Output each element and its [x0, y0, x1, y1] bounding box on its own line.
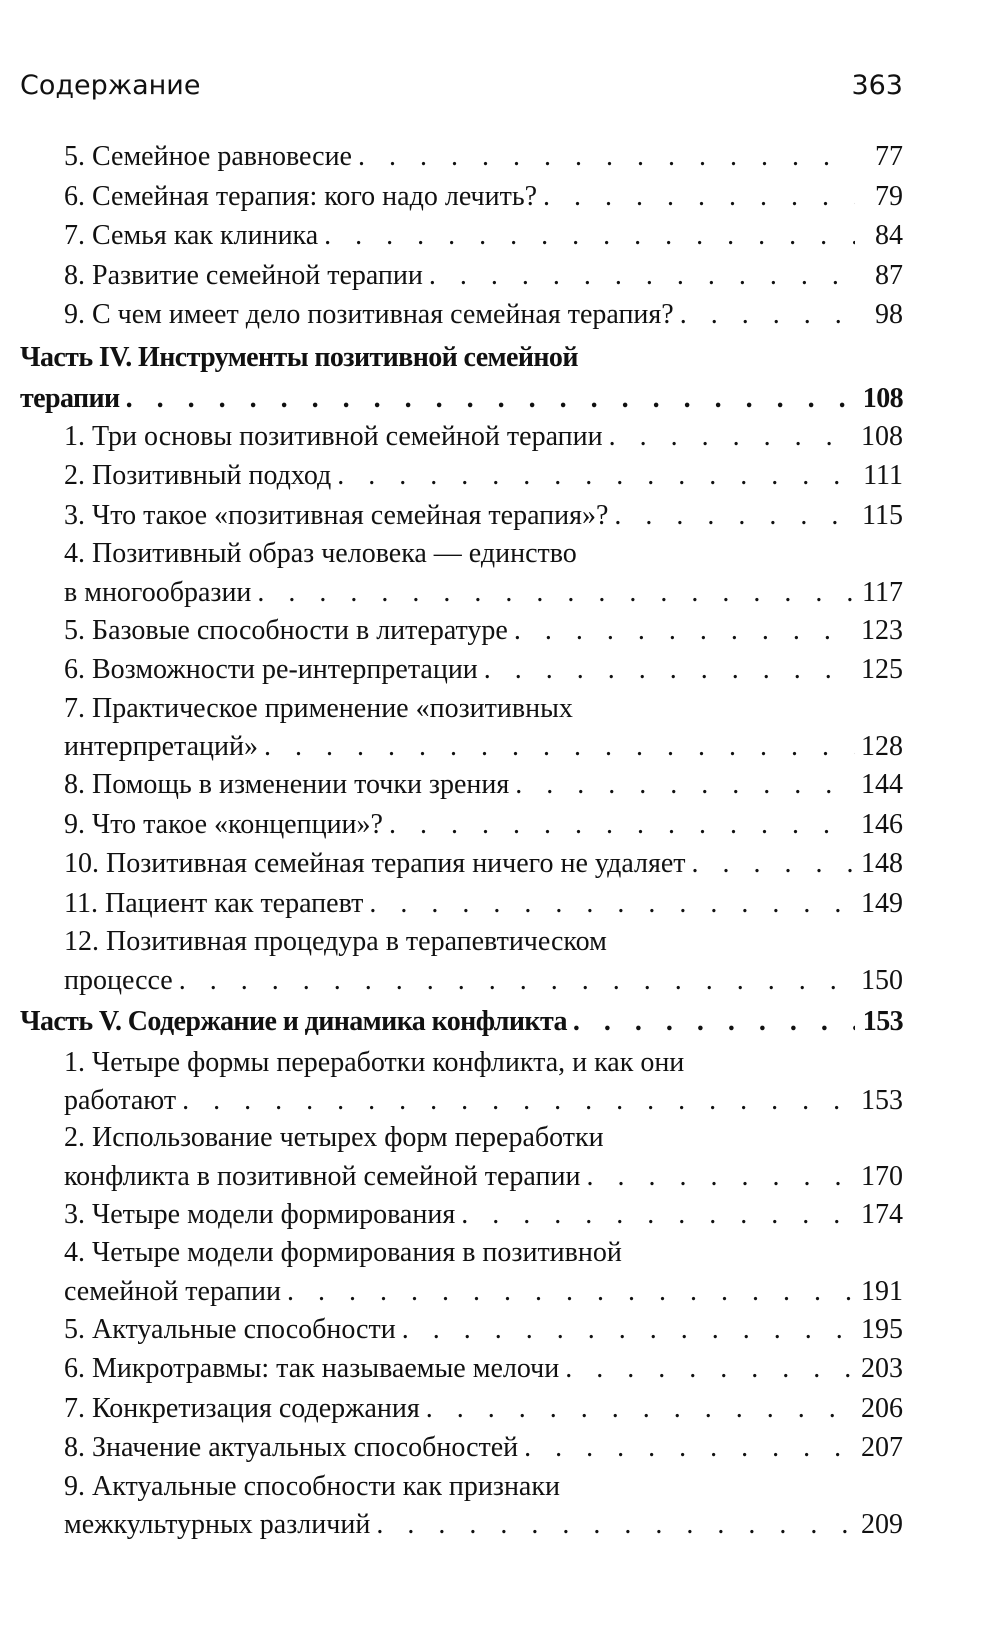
entry-title: Часть V. Содержание и динамика конфликта — [20, 1005, 567, 1037]
entry-title: Помощь в изменении точки зрения — [92, 769, 510, 800]
entry-number: 6. — [64, 1353, 85, 1384]
entry-number: 8. — [64, 259, 85, 291]
toc-entry — [20, 1310, 903, 1350]
entry-line-2 — [64, 728, 903, 765]
entry-title: Актуальные способности — [92, 1313, 396, 1345]
page-number: 363 — [851, 70, 903, 101]
toc-entry — [20, 650, 903, 690]
entry-line — [64, 1195, 903, 1235]
dot-leader — [586, 1158, 855, 1195]
entry-title-part-2: семейной терапии — [64, 1275, 281, 1307]
entry-title: Позитивная семейная терапия ничего не удаляет — [106, 848, 686, 879]
dot-leader — [182, 1082, 855, 1119]
entry-number: 9. — [64, 808, 85, 840]
dot-leader — [692, 844, 855, 884]
entry-line — [64, 844, 903, 884]
entry-title: Что такое «концепции»? — [92, 808, 383, 840]
entry-page-number: 174 — [861, 1198, 903, 1230]
entry-title: Развитие семейной терапии — [92, 259, 423, 291]
toc-entry — [20, 1234, 903, 1310]
entry-number: 9. — [64, 299, 85, 330]
entry-line — [64, 884, 903, 924]
dot-leader — [515, 765, 855, 805]
toc-entry — [20, 417, 903, 457]
toc-entry — [20, 884, 903, 924]
entry-page-number: 77 — [875, 141, 903, 172]
entry-number: 7. — [64, 220, 85, 251]
entry-title: Что такое «позитивная семейная терапия»? — [92, 499, 609, 531]
entry-number: 6. — [64, 654, 85, 685]
entry-page-number: 191 — [861, 1275, 903, 1307]
dot-leader — [565, 1349, 855, 1389]
entry-page-number: 128 — [861, 731, 903, 762]
entry-number: 5. — [64, 614, 85, 646]
toc-entry — [20, 611, 903, 651]
entry-page-number: 148 — [861, 848, 903, 879]
entry-title: Три основы позитивной семейной терапии — [92, 420, 603, 452]
entry-line-1 — [64, 1119, 903, 1157]
entry-title: Семья как клиника — [92, 220, 319, 251]
toc-entry — [20, 256, 903, 296]
entry-title-part-1: Позитивный образ человека — единство — [92, 538, 577, 569]
toc-entry — [20, 456, 903, 496]
entry-line-2 — [64, 962, 903, 999]
entry-line-1 — [64, 1234, 903, 1272]
entry-number: 1. — [64, 420, 85, 452]
entry-title: Конкретизация содержания — [92, 1392, 420, 1424]
toc-entry — [20, 844, 903, 884]
entry-line-1 — [64, 1468, 903, 1506]
entry-line — [64, 765, 903, 805]
entry-line — [64, 456, 903, 496]
toc-entry — [20, 535, 903, 611]
dot-leader — [573, 999, 855, 1044]
entry-line-1 — [64, 923, 903, 961]
entry-page-number: 207 — [861, 1432, 903, 1463]
toc-entry — [20, 496, 903, 536]
dot-leader — [257, 574, 855, 611]
entry-title-part-1: Позитивная процедура в терапевтическом — [106, 926, 607, 957]
entry-line — [64, 1310, 903, 1350]
entry-line — [64, 417, 903, 457]
entry-title: Позитивный подход — [92, 460, 332, 491]
dot-leader — [358, 137, 855, 177]
entry-line-2 — [64, 1273, 903, 1310]
entry-page-number: 108 — [861, 420, 903, 452]
entry-number: 9. — [64, 1470, 85, 1502]
toc-entry — [20, 295, 903, 335]
entry-number: 2. — [64, 460, 85, 491]
toc-entry — [20, 690, 903, 766]
dot-leader — [324, 216, 855, 256]
entry-line — [64, 177, 903, 217]
toc-entry — [20, 1349, 903, 1389]
entry-page-number: 150 — [861, 964, 903, 996]
entry-page-number: 206 — [861, 1392, 903, 1424]
entry-number: 5. — [64, 1313, 85, 1345]
entry-number: 3. — [64, 499, 85, 531]
entry-title: Базовые способности в литературе — [92, 614, 508, 646]
toc-entry — [20, 137, 903, 177]
entry-page-number: 170 — [861, 1160, 903, 1192]
entry-number: 7. — [64, 1392, 85, 1424]
dot-leader — [514, 611, 855, 651]
dot-leader — [609, 417, 855, 457]
toc-entry — [20, 1428, 903, 1468]
dot-leader — [461, 1195, 855, 1235]
dot-leader — [543, 177, 855, 217]
entry-title-part-2: терапии — [20, 382, 120, 414]
entry-number: 8. — [64, 769, 85, 800]
toc-entry — [20, 177, 903, 217]
entry-line — [64, 496, 903, 536]
toc-part-entry — [20, 999, 903, 1044]
entry-page-number: 144 — [861, 769, 903, 800]
page-header — [20, 70, 903, 106]
table-of-contents — [20, 137, 903, 1543]
entry-page-number: 111 — [863, 460, 903, 491]
entry-title: Пациент как терапевт — [104, 887, 364, 919]
entry-line — [64, 216, 903, 256]
entry-page-number: 115 — [862, 499, 903, 531]
entry-title-part-1: Четыре формы переработки конфликта, и как они — [92, 1046, 685, 1078]
entry-title: Значение актуальных способностей — [92, 1432, 519, 1463]
entry-number: 11. — [64, 887, 98, 919]
entry-line — [64, 1349, 903, 1389]
dot-leader — [179, 962, 855, 999]
dot-leader — [614, 496, 855, 536]
dot-leader — [680, 295, 855, 335]
dot-leader — [524, 1428, 855, 1468]
entry-title-part-2: конфликта в позитивной семейной терапии — [64, 1160, 581, 1192]
entry-title-part-1: Актуальные способности как признаки — [92, 1470, 560, 1502]
entry-page-number: 209 — [861, 1509, 903, 1540]
entry-page-number: 153 — [862, 1005, 903, 1037]
entry-page-number: 153 — [861, 1085, 903, 1116]
entry-title-part-2: работают — [64, 1085, 177, 1116]
entry-number: 8. — [64, 1432, 85, 1463]
entry-page-number: 123 — [861, 614, 903, 646]
entry-number: 6. — [64, 180, 85, 212]
entry-page-number: 87 — [875, 259, 903, 291]
dot-leader — [376, 1506, 855, 1543]
entry-title-part-2: процессе — [64, 964, 173, 996]
entry-page-number: 98 — [875, 299, 903, 330]
entry-number: 5. — [64, 141, 85, 172]
entry-line-2 — [64, 574, 903, 611]
entry-page-number: 149 — [861, 887, 903, 919]
toc-entry — [20, 1468, 903, 1544]
dot-leader — [287, 1273, 855, 1310]
toc-entry — [20, 216, 903, 256]
dot-leader — [389, 805, 855, 845]
entry-number: 10. — [64, 848, 99, 879]
toc-entry — [20, 765, 903, 805]
entry-number: 2. — [64, 1122, 85, 1153]
toc-entry — [20, 1044, 903, 1120]
entry-page-number: 108 — [862, 382, 903, 414]
entry-title-part-1: Четыре модели формирования в позитивной — [92, 1237, 622, 1268]
entry-page-number: 195 — [861, 1313, 903, 1345]
entry-line — [64, 650, 903, 690]
entry-page-number: 203 — [861, 1353, 903, 1384]
entry-page-number: 79 — [875, 180, 903, 212]
entry-line-2 — [64, 1506, 903, 1543]
dot-leader — [402, 1310, 855, 1350]
entry-line — [64, 805, 903, 845]
dot-leader — [369, 884, 855, 924]
entry-line-1 — [64, 535, 903, 573]
entry-number: 1. — [64, 1046, 85, 1078]
dot-leader — [264, 728, 855, 765]
dot-leader — [426, 1389, 855, 1429]
entry-line — [64, 1428, 903, 1468]
entry-line — [64, 256, 903, 296]
dot-leader — [126, 380, 855, 417]
entry-page-number: 117 — [862, 576, 903, 608]
entry-line-1 — [20, 335, 903, 380]
entry-title: Возможности ре-интерпретации — [92, 654, 478, 685]
entry-title: С чем имеет дело позитивная семейная терапия? — [92, 299, 674, 330]
entry-line — [64, 611, 903, 651]
entry-title-part-1: Часть IV. Инструменты позитивной семейной — [20, 341, 578, 373]
entry-number: 4. — [64, 538, 85, 569]
entry-page-number: 125 — [861, 654, 903, 685]
running-title: Содержание — [20, 70, 201, 101]
entry-line — [64, 137, 903, 177]
entry-page-number: 84 — [875, 220, 903, 251]
dot-leader — [337, 456, 855, 496]
entry-title: Четыре модели формирования — [92, 1198, 456, 1230]
entry-number: 12. — [64, 926, 99, 957]
toc-part-entry — [20, 335, 903, 417]
entry-line — [20, 999, 903, 1044]
entry-number: 3. — [64, 1198, 85, 1230]
toc-entry — [20, 923, 903, 999]
entry-title-part-2: в многообразии — [64, 576, 252, 608]
entry-line — [64, 1389, 903, 1429]
entry-title-part-2: интерпретаций» — [64, 731, 259, 762]
dot-leader — [484, 650, 855, 690]
entry-line-1 — [64, 1044, 903, 1082]
entry-line-1 — [64, 690, 903, 728]
entry-number: 4. — [64, 1237, 85, 1268]
entry-line-2 — [64, 1158, 903, 1195]
entry-line-2 — [20, 380, 903, 417]
entry-title: Семейное равновесие — [92, 141, 352, 172]
entry-title-part-1: Использование четырех форм переработки — [92, 1122, 604, 1153]
entry-page-number: 146 — [861, 808, 903, 840]
entry-number: 7. — [64, 692, 85, 724]
dot-leader — [429, 256, 855, 296]
entry-title-part-2: межкультурных различий — [64, 1509, 371, 1540]
toc-entry — [20, 1119, 903, 1195]
entry-title: Микротравмы: так называемые мелочи — [92, 1353, 560, 1384]
toc-entry — [20, 805, 903, 845]
toc-entry — [20, 1195, 903, 1235]
entry-title: Семейная терапия: кого надо лечить? — [92, 180, 538, 212]
entry-title-part-1: Практическое применение «позитивных — [92, 692, 573, 724]
entry-line — [64, 295, 903, 335]
toc-entry — [20, 1389, 903, 1429]
entry-line-2 — [64, 1082, 903, 1119]
